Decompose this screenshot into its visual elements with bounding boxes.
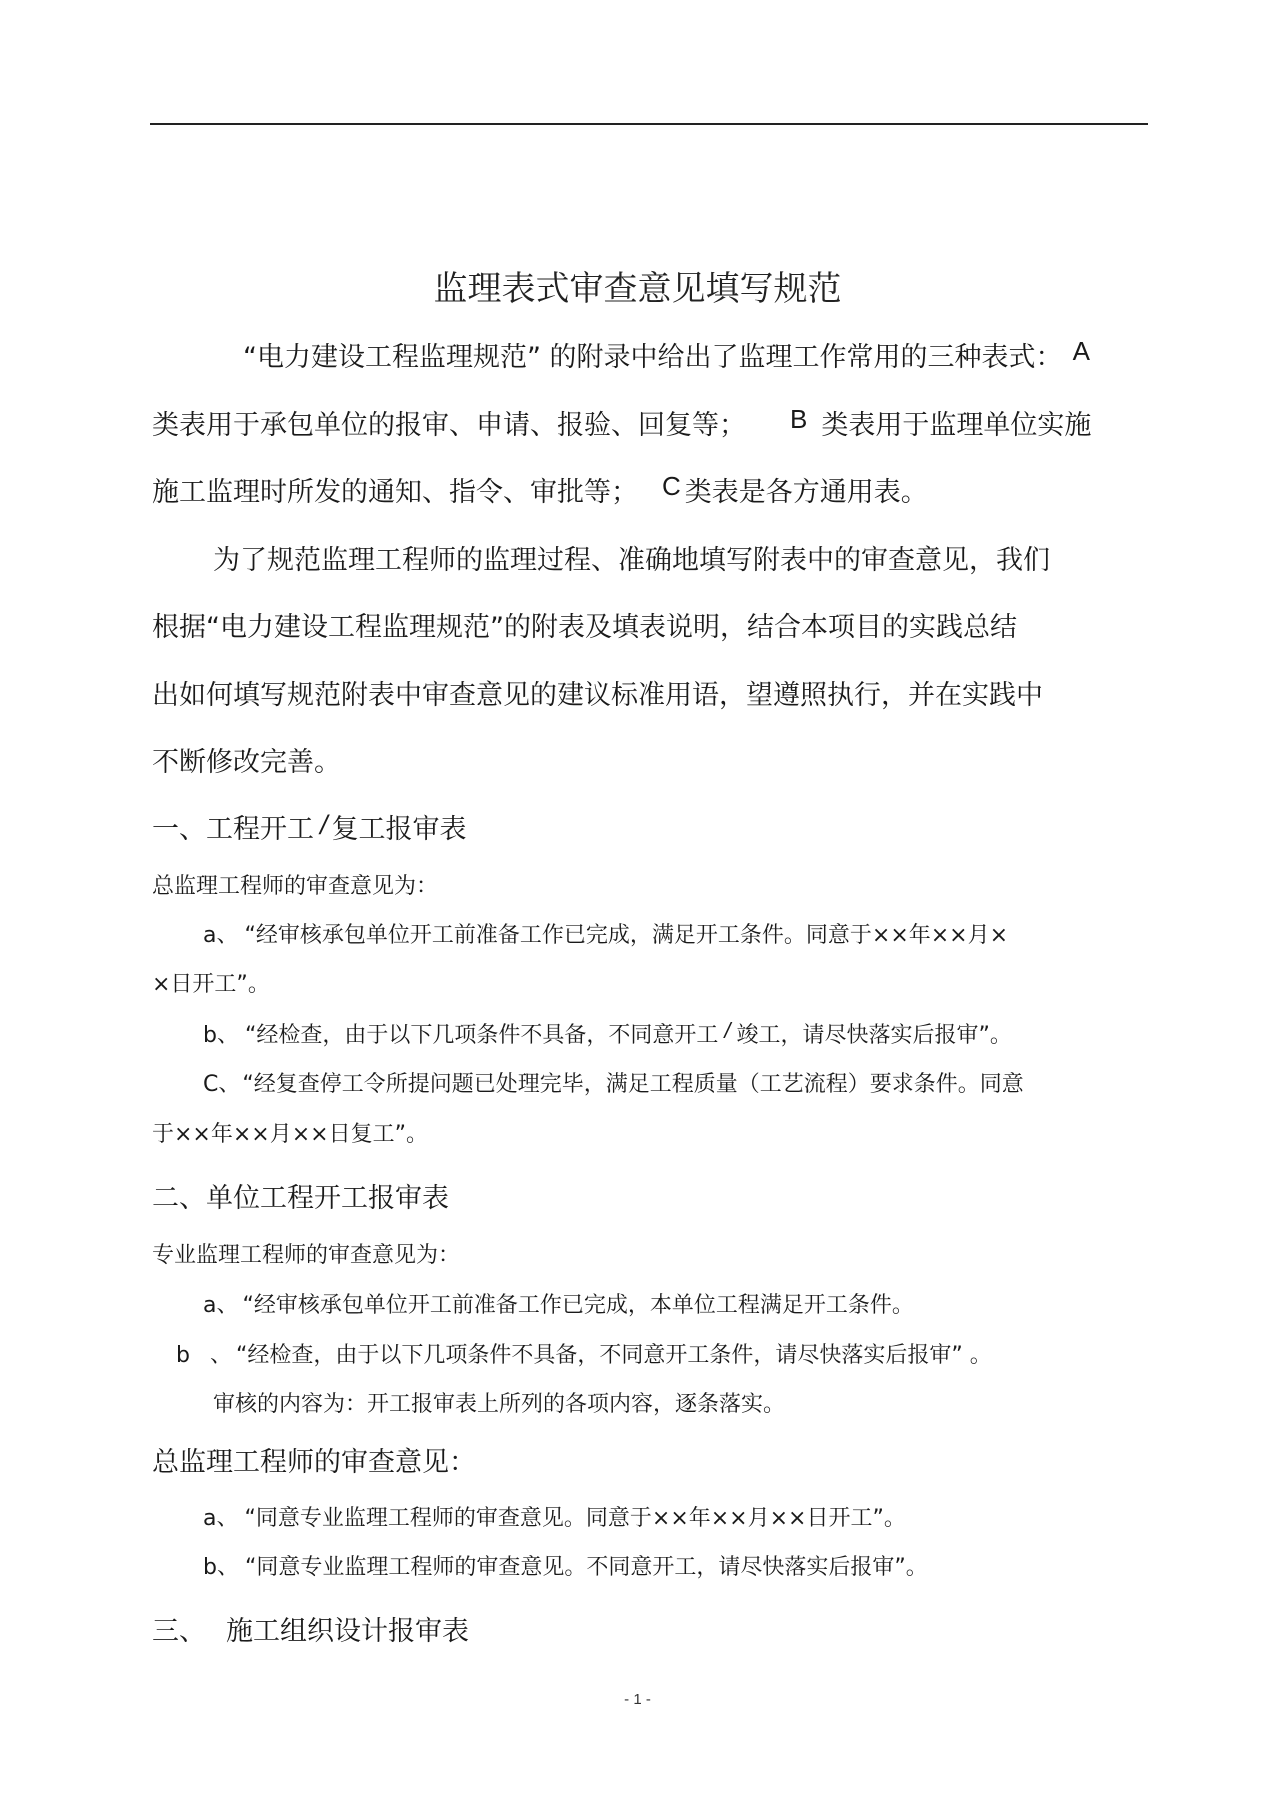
section-2-review: 审核的内容为：开工报审表上所列的各项内容，逐条落实。 <box>213 1392 786 1417</box>
purpose-line-4: 不断修改完善。 <box>152 747 341 778</box>
intro-class-b: B <box>790 404 808 434</box>
intro-line-2 <box>152 404 1092 441</box>
section-1-item-b <box>203 1018 1012 1048</box>
section-2-item-b-text: “经检查，由于以下几项条件不具备，不同意开工条件，请尽快落实后报审” 。 <box>235 1343 992 1368</box>
section-1-heading-slash: / <box>320 810 328 840</box>
intro-line-2-text: 类表用于承包单位的报审、申请、报验、回复等； <box>152 410 746 441</box>
section-3-heading-text: 施工组织设计报审表 <box>226 1616 469 1647</box>
section-2-item-a-text: “经审核承包单位开工前准备工作已完成，本单位工程满足开工条件。 <box>242 1293 914 1318</box>
section-1-item-c-text: “经复查停工令所提问题已处理完毕，满足工程质量（工艺流程）要求条件。同意 <box>242 1072 1024 1097</box>
section-2-chief-item-a-text: “同意专业监理工程师的审查意见。同意于××年××月××日开工”。 <box>244 1506 906 1531</box>
section-2-chief-item-b-text: “同意专业监理工程师的审查意见。不同意开工，请尽快落实后报审”。 <box>244 1555 928 1580</box>
intro-line-3-text: 施工监理时所发的通知、指令、审批等； <box>152 477 638 508</box>
section-1-item-b-text: “经检查，由于以下几项条件不具备，不同意开工 <box>244 1023 719 1048</box>
section-1-heading <box>152 810 467 845</box>
section-2-chief-item-b <box>203 1557 928 1579</box>
header-rule <box>150 123 1148 125</box>
section-2-label: 专业监理工程师的审查意见为： <box>152 1243 461 1268</box>
section-2-chief-label: 总监理工程师的审查意见： <box>152 1447 476 1478</box>
section-1-heading-text: 一、工程开工 <box>152 814 314 845</box>
intro-line-1-text: “电力建设工程监理规范” 的附录中给出了监理工作常用的三种表式： <box>243 342 1063 373</box>
intro-class-a: A <box>1072 336 1090 366</box>
section-1-label: 总监理工程师的审查意见为： <box>152 874 439 899</box>
section-1-item-a-text: “经审核承包单位开工前准备工作已完成，满足开工条件。同意于××年××月× <box>244 923 1009 948</box>
section-1-item-a-cont: ×日开工”。 <box>152 972 270 997</box>
section-2-item-b-mark: b <box>176 1343 190 1368</box>
section-2-chief-item-a-mark: a、 <box>203 1506 239 1531</box>
section-2-item-a-mark: a、 <box>203 1293 239 1318</box>
section-1-item-c <box>203 1074 1024 1096</box>
intro-class-c: C <box>662 471 681 501</box>
purpose-line-1: 为了规范监理工程师的监理过程、准确地填写附表中的审查意见，我们 <box>213 545 1050 576</box>
section-2-chief-item-b-mark: b、 <box>203 1555 239 1580</box>
section-1-item-b-mark: b、 <box>203 1023 239 1048</box>
section-1-item-a-mark: a、 <box>203 923 239 948</box>
section-1-item-b-text-b: 竣工，请尽快落实后报审”。 <box>736 1023 1012 1048</box>
section-2-chief-item-a <box>203 1508 906 1530</box>
intro-line-3-text-b: 类表是各方通用表。 <box>684 477 928 508</box>
page-number: - 1 - <box>624 1691 651 1708</box>
purpose-line-3: 出如何填写规范附表中审查意见的建议标准用语，望遵照执行，并在实践中 <box>152 680 1043 711</box>
section-1-item-b-slash: / <box>724 1018 731 1043</box>
section-3-number: 三、 <box>152 1616 206 1647</box>
section-1-heading-text-b: 复工报审表 <box>331 814 467 845</box>
section-3-heading <box>152 1618 469 1645</box>
section-2-item-b-sep: 、 <box>209 1343 232 1368</box>
purpose-line-2: 根据“电力建设工程监理规范”的附表及填表说明，结合本项目的实践总结 <box>152 612 1017 643</box>
section-1-item-c-mark: C、 <box>203 1072 241 1097</box>
section-1-item-c-cont: 于××年××月××日复工”。 <box>152 1122 428 1147</box>
section-2-heading: 二、单位工程开工报审表 <box>152 1183 449 1214</box>
section-2-item-a <box>203 1295 914 1317</box>
section-2-item-b <box>176 1345 992 1367</box>
intro-line-1 <box>243 336 1090 373</box>
intro-line-3 <box>152 471 928 508</box>
intro-line-2-text-b: 类表用于监理单位实施 <box>821 410 1092 441</box>
document-title: 监理表式审查意见填写规范 <box>433 269 842 309</box>
section-1-item-a <box>203 925 1008 947</box>
